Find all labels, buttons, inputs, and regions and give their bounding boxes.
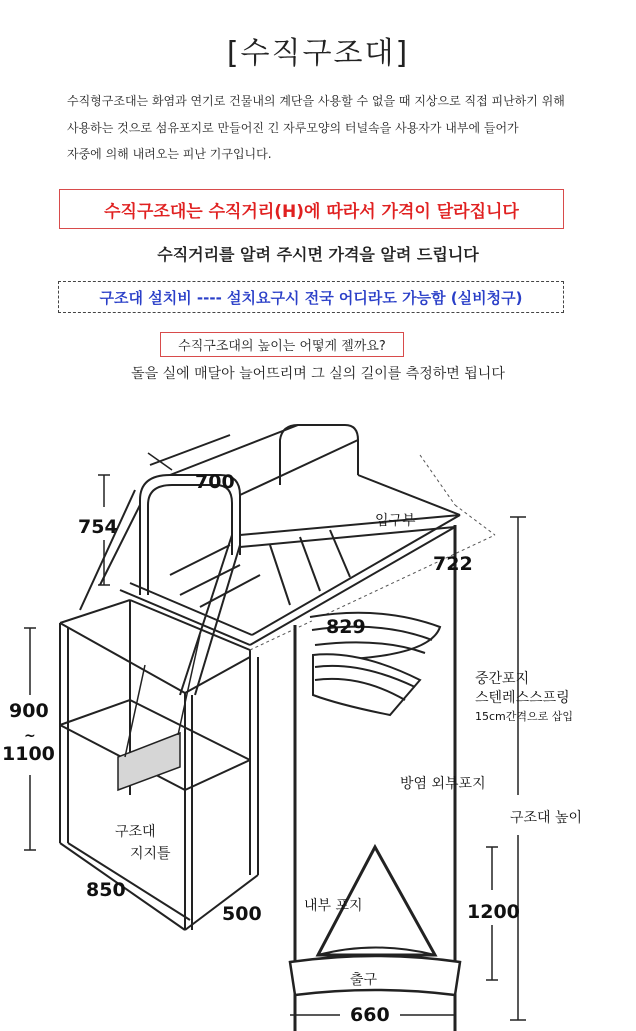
dim-chute-width: 660 bbox=[350, 1004, 390, 1026]
price-inquiry-text: 수직거리를 알려 주시면 가격을 알려 드립니다 bbox=[157, 245, 479, 264]
dim-top-height: 754 bbox=[78, 516, 118, 538]
label-entrance: 입구부 bbox=[375, 513, 416, 529]
label-support-frame-line2: 지지틀 bbox=[130, 846, 171, 862]
label-outer-fabric: 방염 외부포지 bbox=[400, 776, 486, 792]
dim-base-width: 850 bbox=[86, 879, 126, 901]
installation-notice-box bbox=[58, 281, 564, 313]
dim-spring-ring: 829 bbox=[326, 616, 366, 638]
price-notice-box bbox=[59, 189, 564, 229]
height-answer-text: 돌을 실에 매달아 늘어뜨리며 그 실의 길이를 측정하면 됩니다 bbox=[131, 366, 505, 382]
label-exit: 출구 bbox=[350, 972, 378, 988]
dim-frame-height-bottom: 1100 bbox=[2, 743, 55, 765]
label-inner-fabric: 내부 포지 bbox=[304, 898, 363, 914]
price-notice-text: 수직구조대는 수직거리(H)에 따라서 가격이 달라집니다 bbox=[104, 201, 519, 222]
label-middle-fabric: 중간포지 bbox=[475, 671, 530, 687]
dim-entrance-depth: 722 bbox=[433, 553, 473, 575]
label-stainless-spring: 스텐레스스프링 bbox=[475, 690, 570, 706]
dim-frame-height-tilde: ~ bbox=[24, 728, 36, 744]
page-title: [수직구조대] bbox=[226, 36, 410, 71]
height-question-box bbox=[160, 332, 404, 357]
intro-text-line-2: 사용하는 것으로 섬유포지로 만들어진 긴 자루모양의 터널속을 사용자가 내부에 들어가 bbox=[67, 121, 519, 135]
dim-frame-height-top: 900 bbox=[9, 700, 49, 722]
dim-exit-height: 1200 bbox=[467, 901, 520, 923]
intro-text-line-3: 자중에 의해 내려오는 피난 기구입니다. bbox=[67, 147, 272, 161]
label-spring-interval: 15cm간격으로 삽입 bbox=[475, 710, 574, 723]
dimension-lines bbox=[24, 453, 526, 1020]
label-chute-height: 구조대 높이 bbox=[510, 810, 583, 826]
vertical-rescue-chute-diagram bbox=[0, 395, 636, 1031]
intro-text-line-1: 수직형구조대는 화염과 연기로 건물내의 계단을 사용할 수 없을 때 지상으로 직접 피난하기 위해 bbox=[67, 94, 565, 108]
dim-base-depth: 500 bbox=[222, 903, 262, 925]
height-question-text: 수직구조대의 높이는 어떻게 젤까요? bbox=[178, 339, 386, 354]
installation-notice-text: 구조대 설치비 ---- 설치요구시 전국 어디라도 가능함 (실비청구) bbox=[99, 288, 523, 307]
dim-top-width: 700 bbox=[195, 471, 235, 493]
label-support-frame-line1: 구조대 bbox=[115, 824, 156, 840]
